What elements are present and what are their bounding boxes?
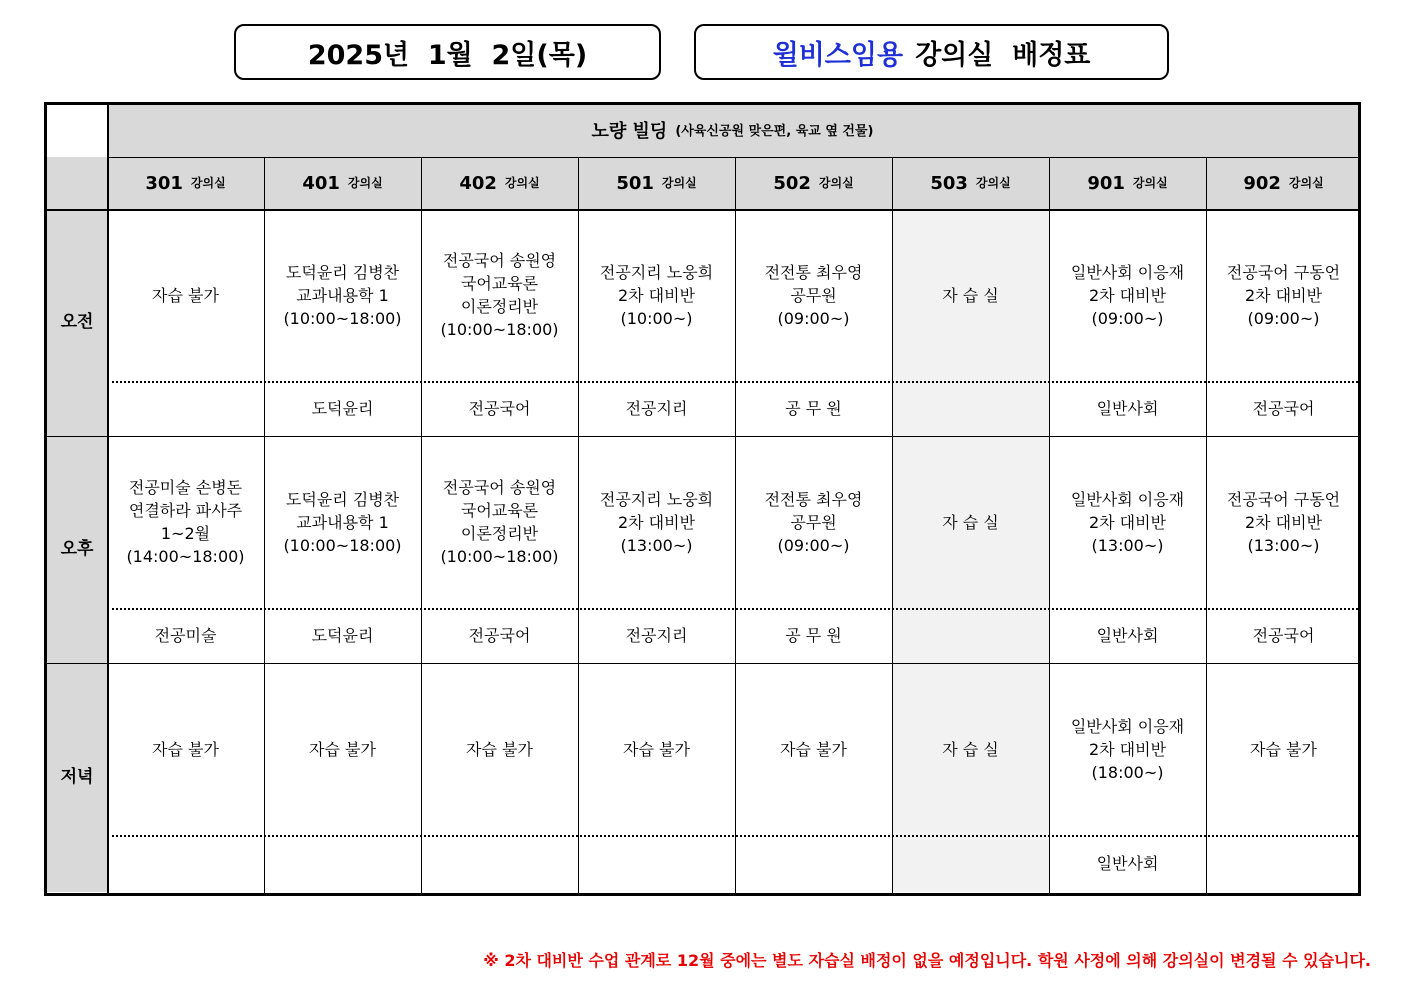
class-cell-pm-402 [421,436,578,608]
date-title-box [234,24,661,80]
class-info-line: 자 습 실 [942,285,999,305]
column-divider [1206,157,1207,893]
class-info-line: 전전통 최우영 [764,262,863,282]
class-info-line: 자 습 실 [942,739,999,759]
subject-label: 전공지리 [625,626,688,645]
class-cell-am-401 [264,209,421,381]
room-header-402 [421,157,578,209]
class-info-line: 자습 불가 [309,739,376,759]
period-label-am [47,209,107,436]
period-label-text: 저녁 [60,767,94,787]
class-cell-evening-503 [892,663,1049,835]
subject-label: 일반사회 [1096,399,1159,418]
class-cell-pm-301 [107,436,264,608]
class-info-line: 2차 대비반 [1244,285,1323,305]
class-info-line: 자습 불가 [152,285,219,305]
class-info-line: 2차 대비반 [617,512,696,532]
column-divider [264,157,265,893]
subject-cell-pm-902 [1206,608,1361,663]
class-cell-evening-501 [578,663,735,835]
class-info-line: 이론정리반 [460,297,539,316]
room-number: 501 [616,172,654,194]
subject-cell-pm-301 [107,608,264,663]
class-cell-am-902 [1206,209,1361,381]
room-number: 902 [1243,172,1281,194]
class-info-line: (09:00~) [777,308,850,328]
class-cell-am-503 [892,209,1049,381]
class-cell-pm-902 [1206,436,1361,608]
class-info-line: 도덕윤리 김병찬 [285,489,400,509]
class-info-line: 1~2월 [160,524,211,543]
subject-cell-pm-502 [735,608,892,663]
column-divider [1049,157,1050,893]
period-label-evening [47,663,107,892]
class-info-line: 전공지리 노웅희 [599,262,714,282]
subject-cell-evening-301 [107,835,264,892]
class-cell-am-501 [578,209,735,381]
class-info-line: (13:00~) [620,535,693,555]
room-number: 301 [145,172,183,194]
class-info-line: 연결하라 파사주 [128,501,243,520]
class-info-line: 일반사회 이응재 [1070,262,1185,282]
class-cell-evening-902 [1206,663,1361,835]
class-info-line: 공무원 [790,285,837,305]
class-info-line: 전공국어 송원영 [442,478,557,497]
class-info-line: (10:00~18:00) [440,547,559,566]
column-divider [578,157,579,893]
subject-label: 일반사회 [1096,854,1159,873]
subject-label: 전공국어 [1252,626,1315,645]
subject-cell-am-301 [107,381,264,436]
room-number: 402 [459,172,497,194]
subject-label: 공 무 원 [785,626,842,645]
building-name: 노량 빌딩 [591,120,668,142]
class-info-line: 2차 대비반 [1088,285,1167,305]
period-label-text: 오후 [60,539,94,559]
class-cell-am-901 [1049,209,1206,381]
class-info-line: 자습 불가 [466,739,533,759]
class-info-line: 전공국어 구동언 [1226,489,1341,509]
room-suffix: 강의실 [1132,175,1168,190]
building-header [107,105,1358,157]
brand-name: 윌비스임용 [772,39,904,71]
dotted-divider [107,381,1358,383]
class-info-line: 공무원 [790,512,837,532]
subject-label: 공 무 원 [785,399,842,418]
class-cell-evening-401 [264,663,421,835]
room-header-503 [892,157,1049,209]
class-cell-pm-501 [578,436,735,608]
class-info-line: (14:00~18:00) [126,547,245,566]
subject-cell-am-503 [892,381,1049,436]
subject-label: 전공국어 [1252,399,1315,418]
class-info-line: (09:00~) [777,535,850,555]
subject-cell-evening-501 [578,835,735,892]
subject-cell-pm-401 [264,608,421,663]
class-info-line: 2차 대비반 [1244,512,1323,532]
class-info-line: 전전통 최우영 [764,489,863,509]
subject-cell-evening-401 [264,835,421,892]
subject-cell-evening-502 [735,835,892,892]
schedule-date: 2025년 1월 2일(목) [307,39,588,71]
room-suffix: 강의실 [818,175,854,190]
class-info-line: 자습 불가 [623,739,690,759]
row-divider [47,436,1358,437]
class-cell-pm-401 [264,436,421,608]
room-suffix: 강의실 [661,175,697,190]
class-cell-pm-901 [1049,436,1206,608]
class-cell-evening-901 [1049,663,1206,835]
class-info-line: 국어교육론 [460,501,539,520]
row-divider [47,209,1358,211]
row-divider [47,663,1358,664]
period-label-text: 오전 [60,312,94,332]
room-header-902 [1206,157,1361,209]
subject-label: 도덕윤리 [311,399,374,418]
subject-label: 일반사회 [1096,626,1159,645]
class-info-line: 이론정리반 [460,524,539,543]
subject-label: 전공국어 [468,626,531,645]
subject-cell-evening-402 [421,835,578,892]
class-info-line: 2차 대비반 [1088,512,1167,532]
class-cell-pm-502 [735,436,892,608]
room-header-401 [264,157,421,209]
class-info-line: 교과내용학 1 [296,512,389,532]
class-info-line: 도덕윤리 김병찬 [285,262,400,282]
dotted-divider [107,835,1358,837]
class-info-line: 자습 불가 [1250,739,1317,759]
subject-label: 전공지리 [625,399,688,418]
subject-label: 전공국어 [468,399,531,418]
class-cell-evening-502 [735,663,892,835]
period-label-pm [47,436,107,663]
room-header-501 [578,157,735,209]
class-cell-am-402 [421,209,578,381]
class-info-line: 전공지리 노웅희 [599,489,714,509]
class-info-line: (13:00~) [1247,535,1320,555]
class-info-line: 2차 대비반 [617,285,696,305]
class-info-line: 일반사회 이응재 [1070,716,1185,736]
class-info-line: 전공국어 구동언 [1226,262,1341,282]
building-location-note: (사육신공원 맞은편, 육교 옆 건물) [675,123,874,139]
column-divider [892,157,893,893]
class-cell-am-301 [107,209,264,381]
room-number: 901 [1087,172,1125,194]
room-suffix: 강의실 [504,175,540,190]
class-info-line: 자습 불가 [152,739,219,759]
class-info-line: (18:00~) [1091,762,1164,782]
class-cell-am-502 [735,209,892,381]
class-info-line: 일반사회 이응재 [1070,489,1185,509]
schedule-footnote: ※ 2차 대비반 수업 관계로 12월 중에는 별도 자습실 배정이 없을 예정입니다. 학원 사정에 의해 강의실이 변경될 수 있습니다. [483,951,1371,970]
class-info-line: (10:00~18:00) [440,320,559,339]
column-divider [107,105,109,893]
subject-label: 전공미술 [154,626,217,645]
room-suffix: 강의실 [1288,175,1324,190]
class-cell-evening-402 [421,663,578,835]
room-header-502 [735,157,892,209]
subject-cell-evening-901 [1049,835,1206,892]
class-info-line: 전공미술 손병돈 [128,478,243,497]
room-suffix: 강의실 [975,175,1011,190]
subject-cell-pm-402 [421,608,578,663]
class-info-line: (13:00~) [1091,535,1164,555]
column-divider [735,157,736,893]
subject-cell-pm-503 [892,608,1049,663]
class-info-line: (10:00~) [620,308,693,328]
corner-cell [47,157,107,209]
schedule-title: 강의실 배정표 [915,39,1091,71]
room-number: 503 [930,172,968,194]
room-suffix: 강의실 [347,175,383,190]
class-info-line: 2차 대비반 [1088,739,1167,759]
room-suffix: 강의실 [190,175,226,190]
class-info-line: (10:00~18:00) [283,535,402,555]
subject-cell-am-901 [1049,381,1206,436]
classroom-schedule-table [44,102,1361,896]
subject-cell-pm-501 [578,608,735,663]
class-info-line: (09:00~) [1091,308,1164,328]
subject-cell-evening-503 [892,835,1049,892]
class-info-line: 자습 불가 [780,739,847,759]
subject-cell-am-501 [578,381,735,436]
subject-cell-am-401 [264,381,421,436]
subject-cell-evening-902 [1206,835,1361,892]
subject-cell-am-402 [421,381,578,436]
class-info-line: 국어교육론 [460,274,539,293]
room-number: 401 [302,172,340,194]
subject-cell-am-902 [1206,381,1361,436]
subject-cell-am-502 [735,381,892,436]
class-info-line: (10:00~18:00) [283,308,402,328]
class-cell-pm-503 [892,436,1049,608]
room-header-301 [107,157,264,209]
room-number: 502 [773,172,811,194]
class-info-line: 전공국어 송원영 [442,251,557,270]
row-divider [107,157,1358,158]
class-info-line: 자 습 실 [942,512,999,532]
class-info-line: (09:00~) [1247,308,1320,328]
schedule-title-box [694,24,1169,80]
class-info-line: 교과내용학 1 [296,285,389,305]
subject-label: 도덕윤리 [311,626,374,645]
dotted-divider [107,608,1358,610]
class-cell-evening-301 [107,663,264,835]
column-divider [421,157,422,893]
room-header-901 [1049,157,1206,209]
subject-cell-pm-901 [1049,608,1206,663]
